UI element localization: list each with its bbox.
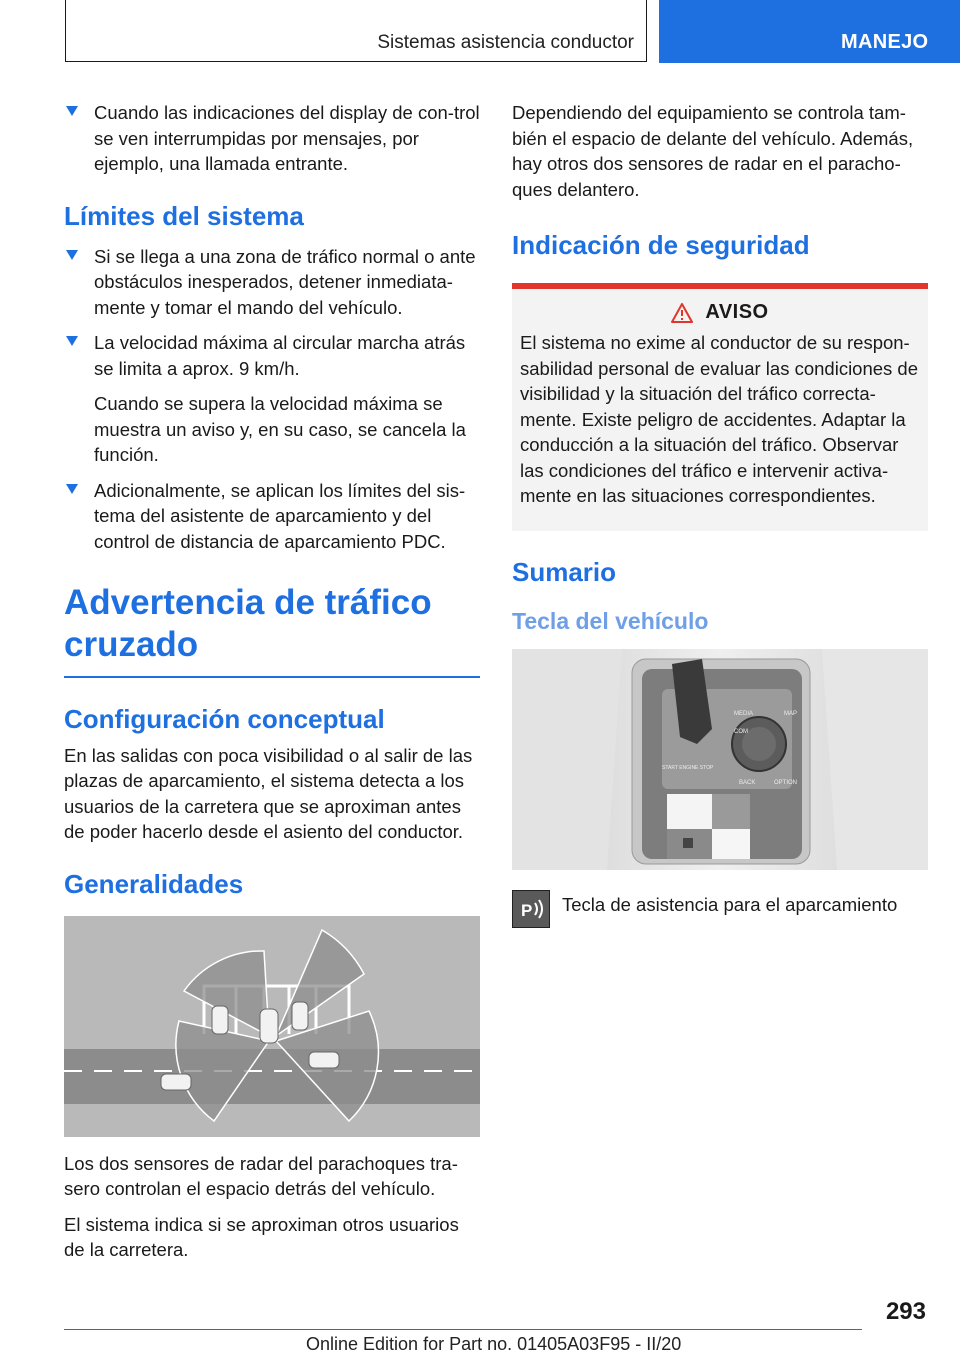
sumario-heading: Sumario <box>512 556 617 587</box>
bullet-triangle-icon <box>66 250 78 260</box>
title-rule <box>64 676 480 678</box>
tecla-heading: Tecla del vehículo <box>512 607 709 634</box>
chapter-tab-label: MANEJO <box>841 31 929 53</box>
tecla-row <box>512 890 928 928</box>
radar-coverage-illustration <box>64 916 480 1137</box>
header-box <box>65 0 647 62</box>
center-console-photo <box>512 649 928 870</box>
list-item: La velocidad máxima al circular marcha atrás se limita a aprox. 9 km/h. <box>64 330 480 381</box>
com-button-label: COM <box>734 728 748 735</box>
list-item: Si se llega a una zona de tráfico normal o ante obstáculos inesperados, detener inmediata-mente y tomar el mando del vehículo. <box>64 244 480 321</box>
advertencia-title: Advertencia de tráfico cruzado <box>64 583 432 664</box>
footer-edition: Online Edition for Part no. 01405A03F95 - II/20 <box>306 1334 682 1354</box>
back-button-label: BACK <box>739 779 756 786</box>
generalidades-heading: Generalidades <box>64 868 244 899</box>
bullet-triangle-icon <box>66 484 78 494</box>
start-button-label: START ENGINE STOP <box>662 764 714 771</box>
page-number: 293 <box>885 1298 926 1325</box>
list-item: Adicionalmente, se aplican los límites del sis-tema del asistente de aparcamiento y del control de distancia de aparcamiento PDC. <box>64 478 480 555</box>
diagram-caption-2: El sistema indica si se aproximan otros usuarios de la carretera. <box>64 1213 459 1260</box>
config-text: En las salidas con poca visibilidad o al salir de las plazas de aparcamiento, el sistema detecta a los usuarios de la carretera que se aproximan antes de poder hacerlo desde el asiento del conductor. <box>64 744 473 842</box>
seguridad-heading: Indicación de seguridad <box>512 230 810 260</box>
warning-label: AVISO <box>705 301 769 323</box>
section-title: Sistemas asistencia conductor <box>377 32 634 53</box>
warning-text: El sistema no exime al conductor de su respon-sabilidad personal de evaluar las condiciones de visibilidad y la situación del tráfico correcta-mente. Existe peligro de accidentes. Adaptar la conducción a la situación del tráfico. Observar las condiciones del tráfico e intervenir activa-mente en las situaciones correspondientes. <box>520 332 919 506</box>
option-button-label: OPTION <box>774 779 798 786</box>
warning-header <box>520 301 920 324</box>
warning-box <box>512 289 928 531</box>
chapter-tab <box>659 0 960 63</box>
tecla-description: Tecla de asistencia para el aparcamiento <box>562 893 898 915</box>
footer-rule <box>64 1329 862 1330</box>
map-button-label: MAP <box>784 710 798 717</box>
warning-triangle-icon <box>671 303 693 323</box>
bullet-triangle-icon <box>66 106 78 116</box>
list-item: Cuando las indicaciones del display de con-trol se ven interrumpidas por mensajes, por ejemplo, una llamada entrante. <box>64 100 480 177</box>
diagram-caption: Los dos sensores de radar del parachoques tra-sero controlan el espacio detrás del vehículo. <box>64 1152 458 1199</box>
center-console-illustration <box>512 649 928 870</box>
limites-heading: Límites del sistema <box>64 200 304 231</box>
config-heading: Configuración conceptual <box>64 703 385 734</box>
media-button-label: MEDIA <box>734 710 754 717</box>
velocidad-note: Cuando se supera la velocidad máxima se muestra un aviso y, en su caso, se cancela la función. <box>94 393 466 465</box>
right-column <box>512 100 928 928</box>
intro-text: Dependiendo del equipamiento se controla tam-bién el espacio de delante del vehículo. Además, hay otros dos sensores de radar en el paracho-ques delantero. <box>512 102 914 200</box>
left-column <box>64 100 480 1263</box>
svg-text:P: P <box>521 900 533 920</box>
cross-traffic-diagram <box>64 916 480 1137</box>
bullet-triangle-icon <box>66 336 78 346</box>
parking-assist-icon <box>512 890 550 928</box>
